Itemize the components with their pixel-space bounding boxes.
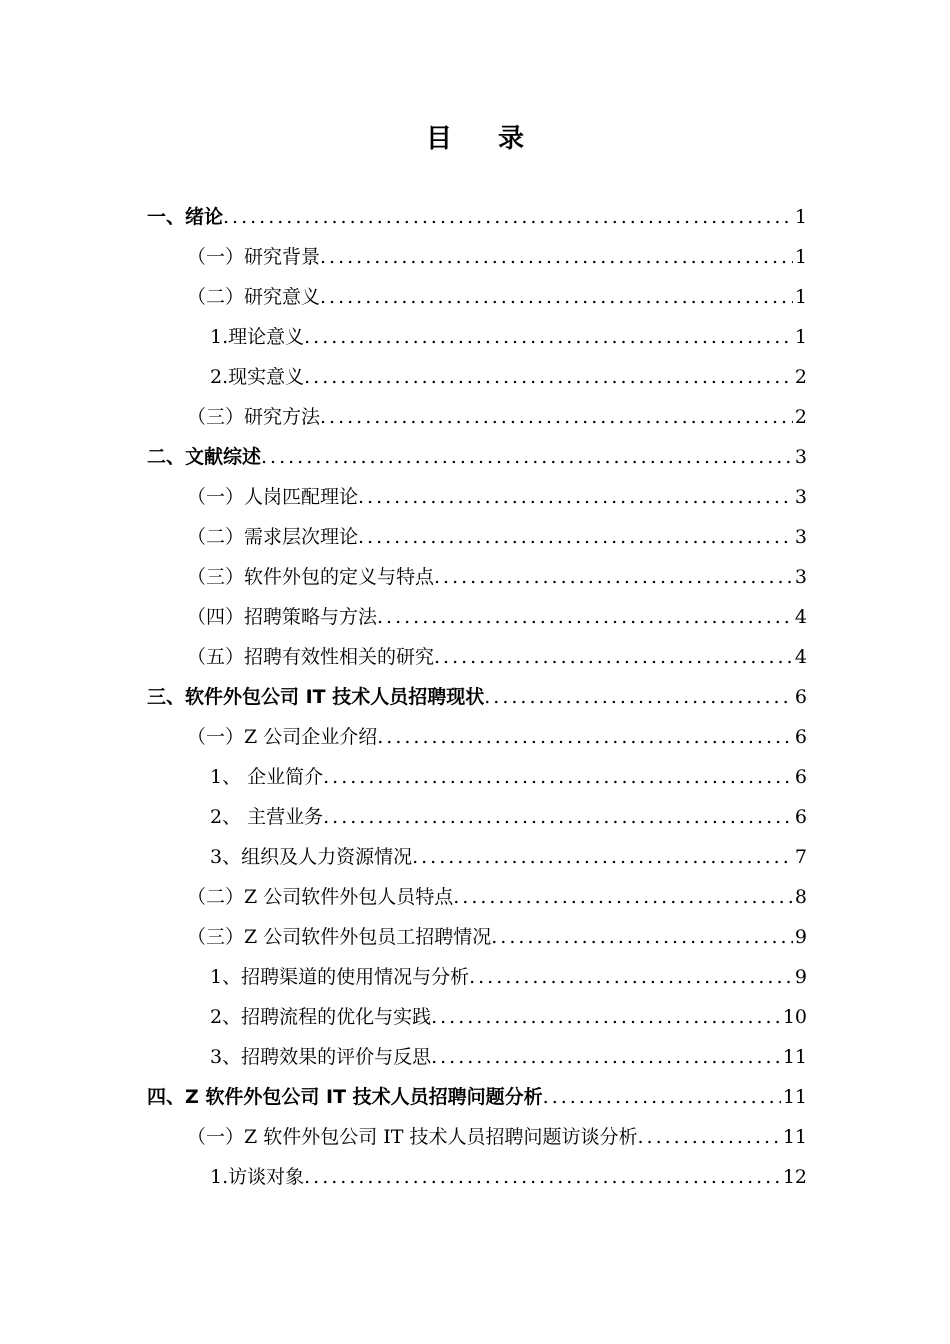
dot-leader bbox=[543, 1077, 781, 1117]
toc-entry-text: 2、招聘流程的优化与实践 bbox=[210, 1006, 432, 1028]
toc-page-number: 6 bbox=[794, 726, 807, 748]
dot-leader bbox=[358, 517, 793, 557]
dot-leader bbox=[434, 637, 793, 677]
toc-page-number: 1 bbox=[794, 286, 807, 308]
toc-page-number: 6 bbox=[794, 686, 807, 708]
toc-entry[interactable] bbox=[147, 437, 807, 477]
toc-page-number: 3 bbox=[794, 486, 807, 508]
toc-entry-text: 3、招聘效果的评价与反思 bbox=[210, 1046, 432, 1068]
toc-entry-text: （三）研究方法 bbox=[187, 406, 321, 428]
toc-entry[interactable] bbox=[147, 957, 807, 997]
toc-page-number: 11 bbox=[782, 1046, 807, 1068]
dot-leader bbox=[469, 957, 793, 997]
toc-page-number: 2 bbox=[794, 366, 807, 388]
toc-page-number: 11 bbox=[782, 1086, 807, 1108]
dot-leader bbox=[431, 997, 781, 1037]
toc-page-number: 3 bbox=[794, 526, 807, 548]
toc-entry[interactable] bbox=[147, 677, 807, 717]
toc-entry[interactable] bbox=[147, 357, 807, 397]
dot-leader bbox=[304, 357, 793, 397]
toc-entry[interactable] bbox=[147, 477, 807, 517]
title-part-1: 目 bbox=[425, 124, 452, 154]
toc-entry[interactable] bbox=[147, 637, 807, 677]
dot-leader bbox=[223, 197, 793, 237]
toc-entry[interactable] bbox=[147, 197, 807, 237]
toc-entry-text: 1.访谈对象 bbox=[210, 1166, 305, 1188]
toc-entry[interactable] bbox=[147, 1077, 807, 1117]
toc-page-number: 1 bbox=[794, 206, 807, 228]
dot-leader bbox=[304, 317, 793, 357]
dot-leader bbox=[261, 437, 793, 477]
toc-entry[interactable] bbox=[147, 797, 807, 837]
toc-entry-text: 2、 主营业务 bbox=[210, 806, 324, 828]
toc-page-number: 3 bbox=[794, 446, 807, 468]
toc-entry-text: （一）研究背景 bbox=[187, 246, 321, 268]
toc-page-number: 7 bbox=[794, 846, 807, 868]
dot-leader bbox=[320, 397, 793, 437]
toc-entry[interactable] bbox=[147, 717, 807, 757]
toc-page-number: 11 bbox=[782, 1126, 807, 1148]
toc-page-number: 10 bbox=[782, 1006, 807, 1028]
dot-leader bbox=[323, 757, 793, 797]
toc-entry[interactable] bbox=[147, 397, 807, 437]
toc-entry[interactable] bbox=[147, 757, 807, 797]
dot-leader bbox=[377, 597, 793, 637]
dot-leader bbox=[377, 717, 793, 757]
toc-entry-text: 一、绪论 bbox=[147, 206, 224, 228]
toc-entry[interactable] bbox=[147, 997, 807, 1037]
dot-leader bbox=[453, 877, 793, 917]
toc-page-number: 2 bbox=[794, 406, 807, 428]
toc-page-number: 4 bbox=[794, 606, 807, 628]
dot-leader bbox=[484, 677, 793, 717]
toc-entry-text: 1、招聘渠道的使用情况与分析 bbox=[210, 966, 470, 988]
dot-leader bbox=[412, 837, 793, 877]
dot-leader bbox=[358, 477, 793, 517]
toc-entry-text: 四、Z 软件外包公司 IT 技术人员招聘问题分析 bbox=[147, 1086, 543, 1108]
toc-entry[interactable] bbox=[147, 837, 807, 877]
toc-page-number: 9 bbox=[794, 926, 807, 948]
page-title bbox=[0, 118, 950, 155]
toc-entry[interactable] bbox=[147, 317, 807, 357]
toc-entry-text: 1.理论意义 bbox=[210, 326, 305, 348]
toc-page-number: 1 bbox=[794, 246, 807, 268]
toc-entry-text: （二）Z 公司软件外包人员特点 bbox=[187, 886, 454, 908]
dot-leader bbox=[431, 1037, 781, 1077]
toc-entry-text: 2.现实意义 bbox=[210, 366, 305, 388]
toc-entry[interactable] bbox=[147, 877, 807, 917]
dot-leader bbox=[434, 557, 793, 597]
toc-entry[interactable] bbox=[147, 1157, 807, 1197]
toc-page-number: 6 bbox=[794, 766, 807, 788]
toc-entry-text: （五）招聘有效性相关的研究 bbox=[187, 646, 435, 668]
toc-entry-text: 二、文献综述 bbox=[147, 446, 262, 468]
toc-entry[interactable] bbox=[147, 1117, 807, 1157]
toc-entry[interactable] bbox=[147, 597, 807, 637]
toc-entry[interactable] bbox=[147, 917, 807, 957]
toc-entry[interactable] bbox=[147, 277, 807, 317]
toc-page-number: 6 bbox=[794, 806, 807, 828]
dot-leader bbox=[638, 1117, 781, 1157]
dot-leader bbox=[323, 797, 793, 837]
table-of-contents bbox=[147, 197, 807, 1197]
toc-entry-text: （一）Z 软件外包公司 IT 技术人员招聘问题访谈分析 bbox=[187, 1126, 638, 1148]
dot-leader bbox=[304, 1157, 781, 1197]
toc-entry-text: （二）需求层次理论 bbox=[187, 526, 359, 548]
toc-entry[interactable] bbox=[147, 557, 807, 597]
toc-page-number: 9 bbox=[794, 966, 807, 988]
toc-entry-text: （四）招聘策略与方法 bbox=[187, 606, 378, 628]
toc-entry[interactable] bbox=[147, 517, 807, 557]
toc-page-number: 1 bbox=[794, 326, 807, 348]
title-part-2: 录 bbox=[498, 124, 525, 154]
toc-page-number: 12 bbox=[782, 1166, 807, 1188]
toc-page-number: 8 bbox=[794, 886, 807, 908]
dot-leader bbox=[320, 277, 793, 317]
toc-entry-text: （一）人岗匹配理论 bbox=[187, 486, 359, 508]
toc-entry-text: 三、软件外包公司 IT 技术人员招聘现状 bbox=[147, 686, 485, 708]
toc-entry-text: （三）Z 公司软件外包员工招聘情况 bbox=[187, 926, 492, 948]
dot-leader bbox=[320, 237, 793, 277]
toc-entry[interactable] bbox=[147, 1037, 807, 1077]
toc-entry-text: 1、 企业简介 bbox=[210, 766, 324, 788]
toc-entry[interactable] bbox=[147, 237, 807, 277]
toc-entry-text: （一）Z 公司企业介绍 bbox=[187, 726, 378, 748]
toc-entry-text: 3、组织及人力资源情况 bbox=[210, 846, 413, 868]
dot-leader bbox=[491, 917, 793, 957]
toc-entry-text: （二）研究意义 bbox=[187, 286, 321, 308]
toc-page-number: 3 bbox=[794, 566, 807, 588]
toc-page-number: 4 bbox=[794, 646, 807, 668]
toc-entry-text: （三）软件外包的定义与特点 bbox=[187, 566, 435, 588]
